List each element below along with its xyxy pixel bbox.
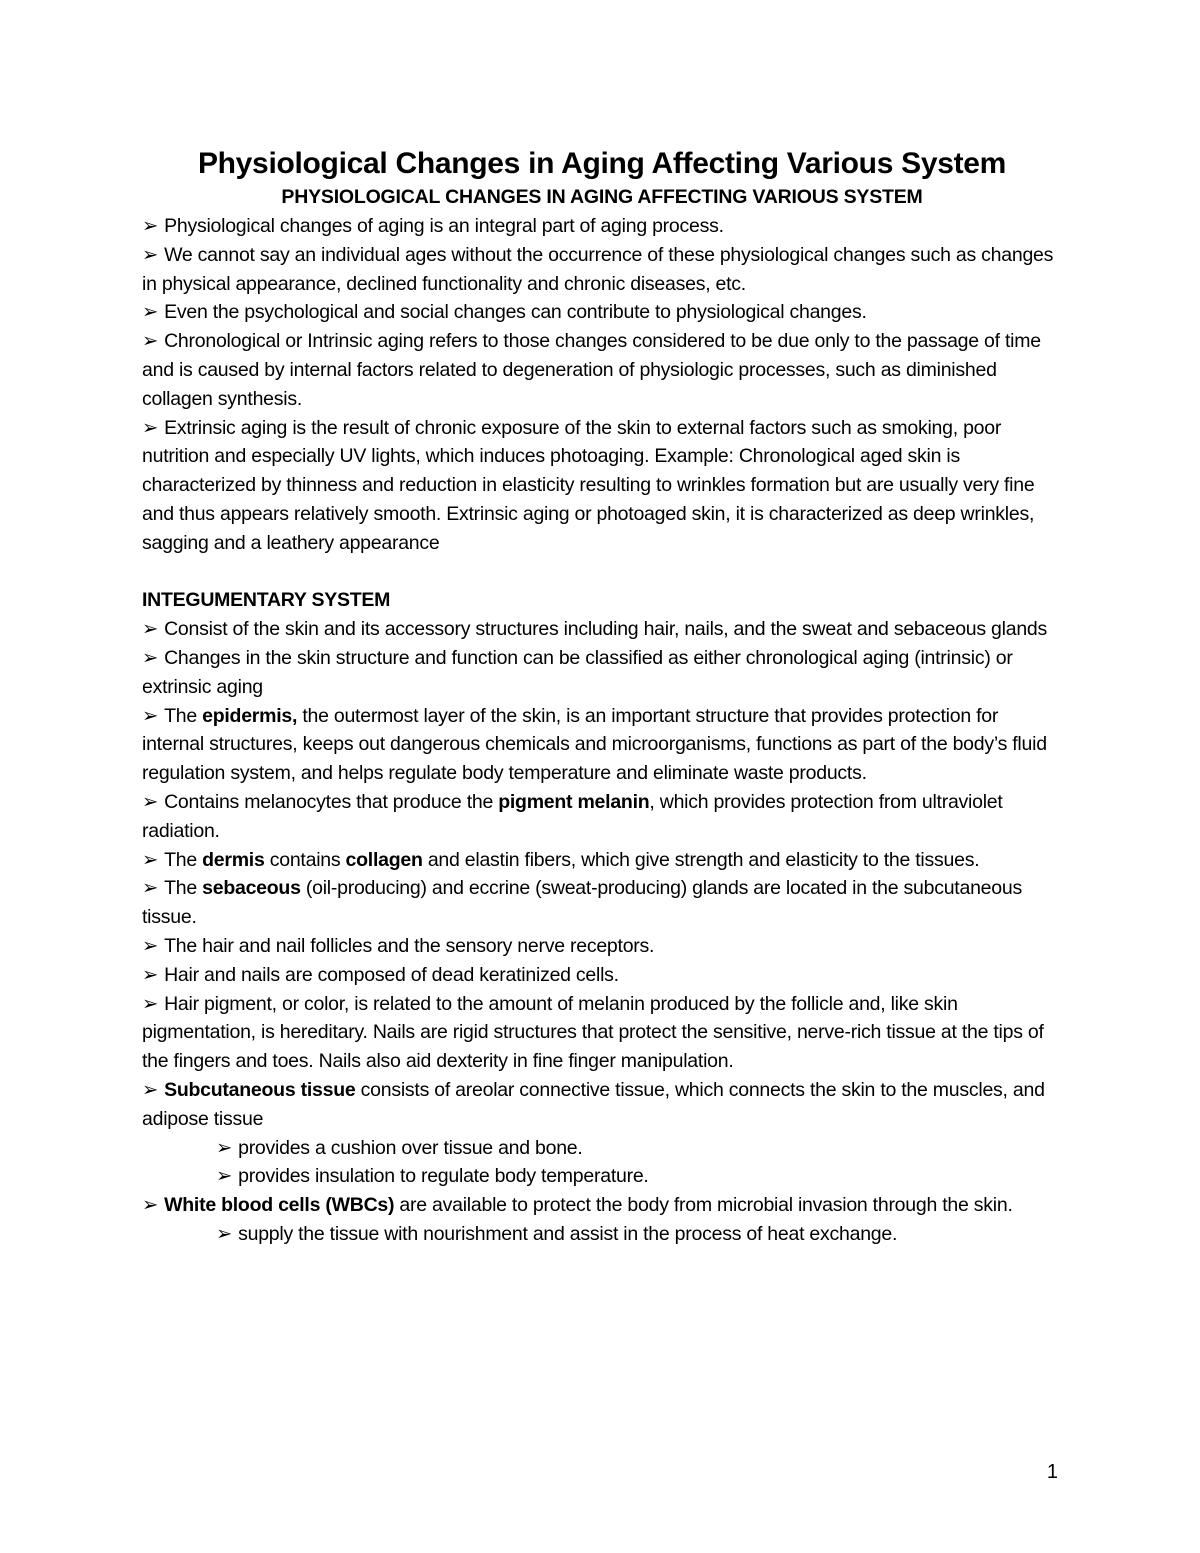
bullet-arrow-icon: ➢ — [142, 934, 159, 957]
skin-paragraph — [142, 644, 1062, 702]
paragraph-text: contains — [264, 848, 346, 871]
paragraph-text: Physiological changes of aging is an integral part of aging process. — [164, 215, 724, 237]
document-title: Physiological Changes in Aging Affecting Various System — [197, 147, 1007, 180]
sub-bullet-paragraph — [142, 1162, 1062, 1191]
intro-paragraph — [142, 327, 1062, 413]
bold-term: sebaceous — [202, 877, 301, 900]
skin-paragraph — [142, 1076, 1062, 1134]
bullet-arrow-icon: ➢ — [142, 1194, 159, 1217]
paragraph-text: provides insulation to regulate body temperature. — [238, 1165, 649, 1188]
bullet-arrow-icon: ➢ — [142, 243, 159, 266]
sub-bullet-paragraph — [142, 1134, 1062, 1163]
skin-paragraph — [142, 932, 1062, 961]
paragraph-text: provides a cushion over tissue and bone. — [238, 1136, 583, 1159]
paragraph-text: Changes in the skin structure and function can be classified as either chronological aging (intrinsic) or extrinsic aging — [142, 646, 1013, 698]
document-subtitle: PHYSIOLOGICAL CHANGES IN AGING AFFECTING VARIOUS SYSTEM — [281, 186, 923, 208]
bullet-arrow-icon: ➢ — [216, 1136, 233, 1159]
bold-term: Subcutaneous tissue — [164, 1078, 356, 1101]
paragraph-text: consists of areolar connective tissue, which connects the skin to the muscles, and adipose tissue — [142, 1078, 1045, 1130]
paragraph-text: Hair pigment, or color, is related to the amount of melanin produced by the follicle and, like skin pigmentation, is hereditary. Nails are rigid structures that protect the sensitive, nerve-rich tissue at the tips of the fingers and toes. Nails also aid dexterity in fine finger manipulation. — [142, 992, 1044, 1073]
bullet-arrow-icon: ➢ — [216, 1222, 233, 1245]
paragraph-text: supply the tissue with nourishment and assist in the process of heat exchange. — [238, 1222, 898, 1245]
bullet-arrow-icon: ➢ — [142, 963, 159, 986]
paragraph-text: the outermost layer of the skin, is an important structure that provides protection for internal structures, keeps out dangerous chemicals and microorganisms, functions as part of the body’s fluid regulation system, and helps regulate body temperature and eliminate waste products. — [142, 704, 1047, 785]
skin-paragraph — [142, 1191, 1062, 1220]
paragraph-text: Contains melanocytes that produce the — [164, 790, 499, 813]
section-heading: INTEGUMENTARY SYSTEM — [142, 589, 391, 612]
paragraph-text: Hair and nails are composed of dead keratinized cells. — [164, 963, 619, 986]
bullet-arrow-icon: ➢ — [142, 215, 159, 237]
paragraph-text: Extrinsic aging is the result of chronic exposure of the skin to external factors such as smoking, poor nutrition and especially UV lights, which induces photoaging. Example: Chronological aged skin is characterized by thinness and reduction in elasticity resulting to wrinkles formation but are usually very fine and thus appears relatively smooth. Extrinsic aging or photoaged skin, it is characterized as deep wrinkles, sagging and a leathery appearance — [142, 416, 1035, 554]
bold-term: pigment melanin — [498, 790, 650, 813]
page-number: 1 — [1046, 1461, 1058, 1483]
intro-paragraph — [142, 241, 1062, 299]
bold-term: White blood cells (WBCs) — [164, 1194, 395, 1217]
paragraph-text: The — [164, 704, 203, 727]
skin-paragraph — [142, 846, 1062, 875]
bullet-arrow-icon: ➢ — [142, 618, 159, 641]
paragraph-text: Consist of the skin and its accessory structures including hair, nails, and the sweat and sebaceous glands — [164, 618, 1048, 641]
paragraph-text: The hair and nail follicles and the sensory nerve receptors. — [164, 934, 655, 957]
sub-bullet-paragraph — [142, 1220, 1062, 1249]
paragraph-text: (oil-producing) and eccrine (sweat-producing) glands are located in the subcutaneous tissue. — [142, 877, 1022, 929]
bullet-arrow-icon: ➢ — [142, 790, 159, 813]
paragraph-text: The — [164, 877, 203, 900]
skin-paragraph — [142, 702, 1062, 788]
paragraph-text: Even the psychological and social changes can contribute to physiological changes. — [164, 301, 867, 324]
intro-paragraph — [142, 414, 1062, 558]
skin-paragraph — [142, 961, 1062, 990]
bold-term: epidermis, — [202, 704, 298, 727]
bold-term: collagen — [345, 848, 423, 871]
skin-paragraph — [142, 788, 1062, 846]
bullet-arrow-icon: ➢ — [142, 301, 159, 324]
bullet-arrow-icon: ➢ — [142, 704, 159, 727]
intro-paragraph — [142, 212, 1062, 241]
bullet-arrow-icon: ➢ — [142, 848, 159, 871]
bullet-arrow-icon: ➢ — [216, 1165, 233, 1188]
intro-paragraph — [142, 298, 1062, 327]
skin-paragraph — [142, 874, 1062, 932]
bullet-arrow-icon: ➢ — [142, 646, 159, 669]
bullet-arrow-icon: ➢ — [142, 330, 159, 353]
page-content — [142, 146, 1062, 1249]
paragraph-text: The — [164, 848, 203, 871]
paragraph-text: Chronological or Intrinsic aging refers to those changes considered to be due only to the passage of time and is caused by internal factors related to degeneration of physiologic processes, such as diminished collagen synthesis. — [142, 330, 1041, 410]
bullet-arrow-icon: ➢ — [142, 416, 159, 439]
bullet-arrow-icon: ➢ — [142, 992, 159, 1015]
skin-paragraph — [142, 990, 1062, 1076]
bold-term: dermis — [202, 848, 265, 871]
paragraph-text: and elastin fibers, which give strength and elasticity to the tissues. — [422, 848, 980, 871]
paragraph-text: We cannot say an individual ages without the occurrence of these physiological changes such as changes in physical appearance, declined functionality and chronic diseases, etc. — [142, 243, 1054, 295]
paragraph-text: , which provides protection from ultraviolet radiation. — [142, 790, 1003, 842]
paragraph-gap — [142, 558, 1062, 587]
paragraph-text: are available to protect the body from microbial invasion through the skin. — [394, 1194, 1013, 1217]
bullet-arrow-icon: ➢ — [142, 1078, 159, 1101]
skin-paragraph — [142, 615, 1062, 644]
bullet-arrow-icon: ➢ — [142, 877, 159, 900]
